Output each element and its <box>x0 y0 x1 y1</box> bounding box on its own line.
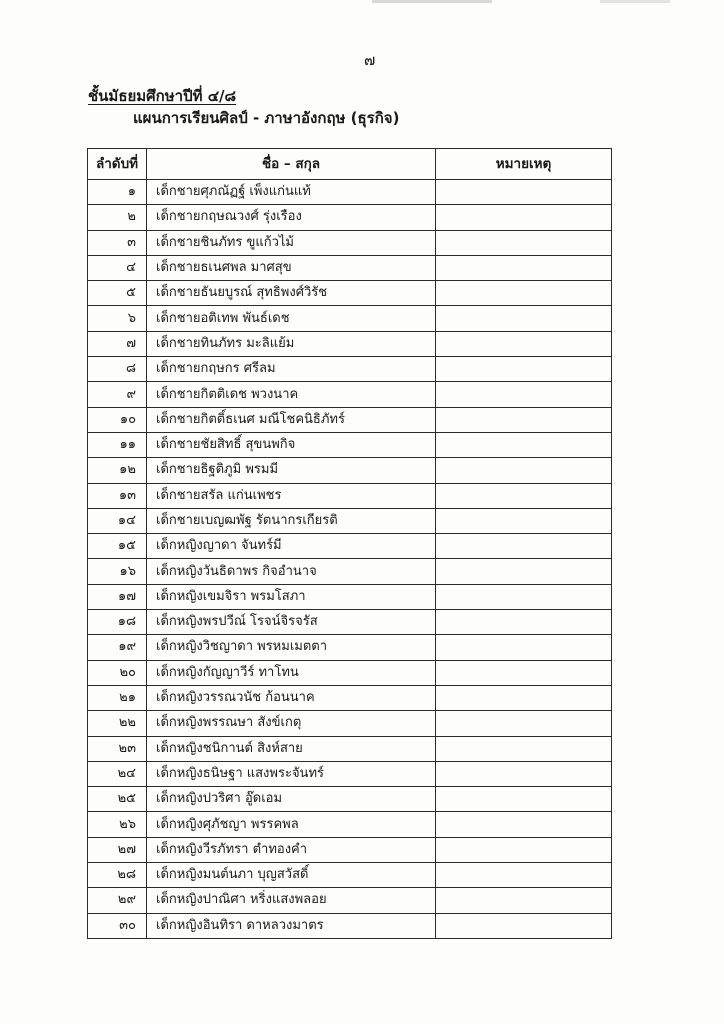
table-row <box>88 863 612 888</box>
table-row <box>88 230 612 255</box>
table-row <box>88 382 612 407</box>
remark-cell <box>436 837 612 862</box>
row-number: ๘ <box>88 357 147 382</box>
table-row <box>88 787 612 812</box>
page-number: ๗ <box>364 51 376 69</box>
row-number: ๑๕ <box>88 534 147 559</box>
table-body <box>88 180 612 939</box>
remark-cell <box>436 255 612 280</box>
remark-cell <box>436 660 612 685</box>
student-name: เด็กหญิงวีรภัทรา ตำทองคำ <box>147 837 436 862</box>
remark-cell <box>436 610 612 635</box>
student-name: เด็กหญิงศุภัชญา พรรคพล <box>147 812 436 837</box>
scan-artifact <box>600 0 670 3</box>
student-name: เด็กชายศุภณัฏฐ์ เพ็งแก่นแท้ <box>147 180 436 205</box>
remark-cell <box>436 331 612 356</box>
student-name: เด็กหญิงชนิกานต์ สิงห์สาย <box>147 736 436 761</box>
row-number: ๑๙ <box>88 635 147 660</box>
row-number: ๒๗ <box>88 837 147 862</box>
student-roster-table <box>87 148 612 939</box>
table-row <box>88 205 612 230</box>
row-number: ๑๐ <box>88 407 147 432</box>
table-row <box>88 331 612 356</box>
row-number: ๑๗ <box>88 584 147 609</box>
table-row <box>88 610 612 635</box>
table-row <box>88 711 612 736</box>
student-name: เด็กหญิงวิชญาดา พรหมเมตตา <box>147 635 436 660</box>
student-name: เด็กชายธันยบูรณ์ สุทธิพงศ์วิรัช <box>147 281 436 306</box>
row-number: ๒๓ <box>88 736 147 761</box>
table-header-row <box>88 149 612 180</box>
student-name: เด็กหญิงอินทิรา ดาหลวงมาตร <box>147 913 436 938</box>
student-name: เด็กชายเบญฒพัฐ รัตนากรเกียรติ <box>147 508 436 533</box>
student-name: เด็กชายกิตติเดช พวงนาค <box>147 382 436 407</box>
table-row <box>88 888 612 913</box>
table-row <box>88 180 612 205</box>
remark-cell <box>436 357 612 382</box>
student-name: เด็กหญิงพรปวีณ์ โรจน์จิรจรัส <box>147 610 436 635</box>
remark-cell <box>436 584 612 609</box>
row-number: ๑๔ <box>88 508 147 533</box>
row-number: ๑๖ <box>88 559 147 584</box>
row-number: ๓ <box>88 230 147 255</box>
student-name: เด็กชายธเนศพล มาศสุข <box>147 255 436 280</box>
remark-cell <box>436 913 612 938</box>
remark-cell <box>436 230 612 255</box>
row-number: ๙ <box>88 382 147 407</box>
remark-cell <box>436 711 612 736</box>
remark-cell <box>436 863 612 888</box>
row-number: ๑๘ <box>88 610 147 635</box>
student-name: เด็กชายสรัล แก่นเพชร <box>147 483 436 508</box>
row-number: ๒๒ <box>88 711 147 736</box>
remark-cell <box>436 180 612 205</box>
student-name: เด็กชายกฤษณวงศ์ รุ่งเรือง <box>147 205 436 230</box>
class-heading: ชั้นมัธยมศึกษาปีที่ ๔/๘ <box>88 87 237 105</box>
table-row <box>88 685 612 710</box>
student-name: เด็กหญิงมนต์นภา บุญสวัสดิ์ <box>147 863 436 888</box>
row-number: ๒๑ <box>88 685 147 710</box>
row-number: ๑๓ <box>88 483 147 508</box>
table-row <box>88 255 612 280</box>
row-number: ๓๐ <box>88 913 147 938</box>
row-number: ๒๐ <box>88 660 147 685</box>
table-row <box>88 559 612 584</box>
remark-cell <box>436 736 612 761</box>
row-number: ๖ <box>88 306 147 331</box>
remark-cell <box>436 888 612 913</box>
table-row <box>88 736 612 761</box>
row-number: ๕ <box>88 281 147 306</box>
table-row <box>88 660 612 685</box>
remark-cell <box>436 483 612 508</box>
row-number: ๒๖ <box>88 812 147 837</box>
row-number: ๒๕ <box>88 787 147 812</box>
remark-cell <box>436 685 612 710</box>
remark-cell <box>436 458 612 483</box>
table-row <box>88 483 612 508</box>
study-plan-subheading: แผนการเรียนศิลป์ - ภาษาอังกฤษ (ธุรกิจ) <box>133 109 400 127</box>
student-name: เด็กหญิงวันธิดาพร กิจอำนาจ <box>147 559 436 584</box>
remark-cell <box>436 635 612 660</box>
student-name: เด็กชายชัยสิทธิ์ สุขนพกิจ <box>147 432 436 457</box>
student-name: เด็กชายกิตติ์ธเนศ มณีโชคนิธิภัทร์ <box>147 407 436 432</box>
table-row <box>88 306 612 331</box>
table-row <box>88 913 612 938</box>
remark-cell <box>436 205 612 230</box>
student-name: เด็กหญิงพรรณษา สังข์เกตุ <box>147 711 436 736</box>
remark-cell <box>436 432 612 457</box>
header-number: ลำดับที่ <box>88 149 147 180</box>
remark-cell <box>436 787 612 812</box>
table-row <box>88 281 612 306</box>
table-row <box>88 407 612 432</box>
student-name: เด็กชายธิฐติภูมิ พรมมี <box>147 458 436 483</box>
student-name: เด็กหญิงปาณิศา หริ่งแสงพลอย <box>147 888 436 913</box>
student-name: เด็กหญิงญาดา จันทร์มี <box>147 534 436 559</box>
row-number: ๒ <box>88 205 147 230</box>
table-row <box>88 458 612 483</box>
row-number: ๒๘ <box>88 863 147 888</box>
table-row <box>88 812 612 837</box>
header-remarks: หมายเหตุ <box>436 149 612 180</box>
remark-cell <box>436 812 612 837</box>
student-name: เด็กหญิงกัญญาวีร์ ทาโทน <box>147 660 436 685</box>
table-row <box>88 432 612 457</box>
student-name: เด็กหญิงปวริศา อู๊ดเอม <box>147 787 436 812</box>
remark-cell <box>436 559 612 584</box>
table-row <box>88 837 612 862</box>
row-number: ๒๙ <box>88 888 147 913</box>
scan-artifact <box>372 0 492 3</box>
row-number: ๑๒ <box>88 458 147 483</box>
student-name: เด็กหญิงธนิษฐา แสงพระจันทร์ <box>147 761 436 786</box>
row-number: ๒๔ <box>88 761 147 786</box>
student-name: เด็กชายชินภัทร ขูแก้วไม้ <box>147 230 436 255</box>
student-name: เด็กหญิงวรรณวนัช ก้อนนาค <box>147 685 436 710</box>
table-row <box>88 508 612 533</box>
remark-cell <box>436 508 612 533</box>
table-row <box>88 357 612 382</box>
row-number: ๑๑ <box>88 432 147 457</box>
remark-cell <box>436 761 612 786</box>
student-name: เด็กชายทินภัทร มะลิแย้ม <box>147 331 436 356</box>
row-number: ๗ <box>88 331 147 356</box>
remark-cell <box>436 534 612 559</box>
remark-cell <box>436 306 612 331</box>
student-name: เด็กชายกฤษกร ศรีลม <box>147 357 436 382</box>
row-number: ๑ <box>88 180 147 205</box>
table-row <box>88 635 612 660</box>
remark-cell <box>436 281 612 306</box>
remark-cell <box>436 382 612 407</box>
header-name: ชื่อ – สกุล <box>147 149 436 180</box>
table-row <box>88 584 612 609</box>
student-name: เด็กหญิงเขมจิรา พรมโสภา <box>147 584 436 609</box>
remark-cell <box>436 407 612 432</box>
table-row <box>88 761 612 786</box>
row-number: ๔ <box>88 255 147 280</box>
student-name: เด็กชายอติเทพ พันธ์เดช <box>147 306 436 331</box>
table-row <box>88 534 612 559</box>
